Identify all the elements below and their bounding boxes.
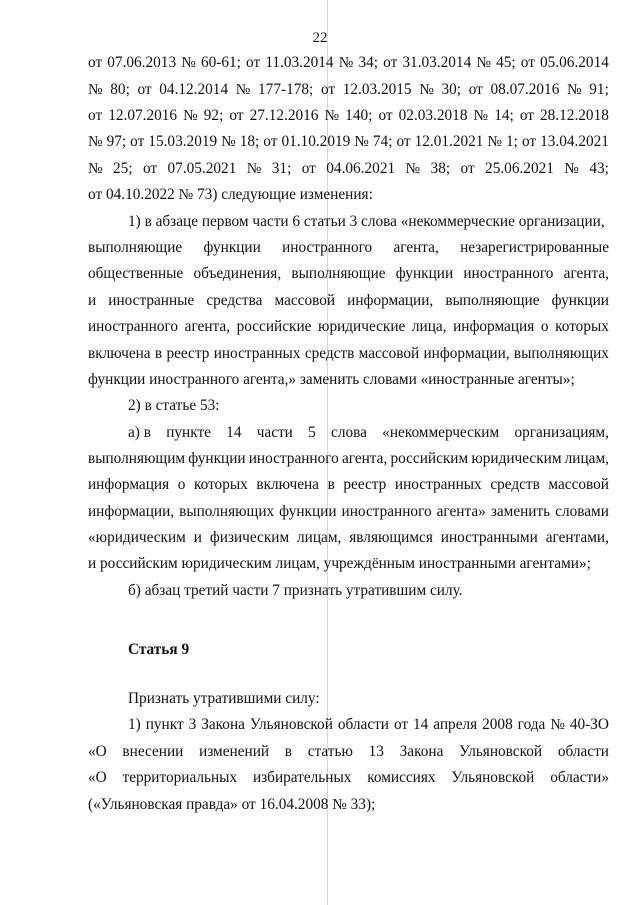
word: № — [221, 133, 236, 150]
word: № — [567, 81, 582, 98]
text-line: от 04.10.2022 № 73) следующие изменения: — [88, 186, 373, 203]
word: лица, — [411, 318, 447, 335]
word: реестр — [166, 345, 210, 362]
word: от — [320, 81, 336, 98]
word: о — [177, 476, 186, 493]
word: 13.04.2021 — [540, 133, 609, 150]
word: функции — [551, 292, 609, 309]
word: и — [193, 529, 202, 546]
word: от — [137, 81, 152, 98]
word: информации, — [88, 503, 175, 520]
word: информация — [88, 476, 170, 493]
word: в — [327, 476, 335, 493]
word: 15.03.2019 — [148, 133, 218, 150]
word: лицам, — [297, 529, 342, 546]
text-line — [88, 132, 609, 152]
word: избирательных — [252, 769, 352, 786]
text-line — [88, 264, 609, 284]
word: агента, — [184, 318, 230, 335]
word: которых — [555, 318, 609, 335]
word: № — [419, 81, 434, 98]
word: от — [383, 54, 398, 71]
word: иностранные — [108, 292, 195, 309]
word: 1) — [128, 716, 141, 733]
word: от — [378, 107, 393, 124]
word: агента» — [436, 503, 486, 520]
word: № — [324, 107, 340, 124]
word: реестр — [343, 476, 387, 493]
word: 07.06.2013 — [107, 54, 177, 71]
word: массовой — [358, 345, 420, 362]
word: № — [235, 81, 251, 98]
text-line — [88, 291, 609, 311]
text-line: функции иностранного агента,» заменить словами «иностранные агенты»; — [88, 371, 575, 388]
word: 04.06.2021 — [326, 160, 396, 177]
text-line: («Ульяновская правда» от 16.04.2008 № 33); — [88, 796, 376, 813]
word: 12.07.2016 — [108, 107, 178, 124]
word: от — [263, 133, 278, 150]
word: 1; — [506, 133, 518, 150]
text-line — [88, 475, 609, 495]
word: заменить — [490, 503, 551, 520]
word: Закона — [201, 716, 245, 733]
word: от — [521, 133, 537, 150]
word: 45; — [496, 54, 516, 71]
word: Ульяновской — [459, 743, 543, 760]
word: иностранного — [88, 318, 179, 335]
word: 2008 — [482, 716, 513, 733]
word: 08.07.2016 — [490, 81, 560, 98]
word: от — [88, 107, 103, 124]
text-line — [88, 528, 609, 548]
word: № — [354, 133, 369, 150]
word: от — [229, 107, 244, 124]
word: выполняющих — [179, 503, 275, 520]
text-line — [88, 317, 609, 337]
word: № — [550, 716, 565, 733]
word: пункт — [145, 716, 184, 733]
word: Ульяновской — [249, 716, 333, 733]
word: Закона — [399, 743, 444, 760]
word: от — [142, 160, 158, 177]
word: от — [88, 54, 103, 71]
list-item: б) абзац третий части 7 признать утратившим силу. — [128, 582, 463, 599]
word: выполняющих — [513, 345, 609, 362]
word: статью — [307, 743, 353, 760]
word: 80; — [110, 81, 130, 98]
word: «некоммерческим — [382, 424, 500, 441]
word: «О — [88, 743, 107, 760]
word: агентами, — [545, 529, 609, 546]
word: комиссиях — [367, 769, 436, 786]
text-line — [88, 159, 609, 179]
word: 31; — [271, 160, 292, 177]
word: юридические — [318, 318, 406, 335]
word: функции — [203, 239, 261, 256]
word: от — [393, 716, 409, 733]
word: области» — [550, 769, 609, 786]
word: российским — [390, 450, 469, 467]
section-heading: Статья 9 — [128, 641, 190, 658]
word: 18; — [239, 133, 260, 150]
text-line — [88, 768, 609, 788]
word: незарегистрированные — [460, 239, 609, 256]
word: № — [246, 160, 262, 177]
word: 14; — [494, 107, 514, 124]
word: функции — [279, 503, 337, 520]
word: являющимся — [349, 529, 433, 546]
word: иностранными — [440, 529, 538, 546]
text-line — [88, 344, 609, 364]
word: 14 — [413, 716, 429, 733]
word: агента, — [393, 239, 439, 256]
word: № — [88, 133, 103, 150]
word: от — [519, 107, 534, 124]
word: 3 — [188, 716, 197, 733]
word: включена — [88, 345, 151, 362]
word: в — [154, 345, 163, 362]
word: № — [473, 107, 489, 124]
text-line — [88, 742, 609, 762]
word: 91; — [589, 81, 609, 98]
word: области — [557, 743, 609, 760]
word: пункте — [166, 424, 211, 441]
word: части — [256, 424, 293, 441]
list-item — [128, 423, 609, 443]
word: функции — [188, 450, 246, 467]
text-line — [88, 53, 609, 73]
word: в — [284, 743, 293, 760]
text-line — [88, 106, 609, 126]
word: выполняющие — [291, 265, 386, 282]
list-item — [128, 715, 609, 735]
word: информации, — [347, 292, 434, 309]
word: словами — [555, 503, 609, 520]
word: от — [468, 81, 483, 98]
word: которых — [193, 476, 248, 493]
word: Ульяновской — [451, 769, 535, 786]
word: иностранного — [341, 503, 432, 520]
word: и — [88, 292, 97, 309]
word: 14 — [226, 424, 242, 441]
word: агента, — [563, 265, 609, 282]
word: внесении — [122, 743, 184, 760]
list-item: 2) в статье 53: — [128, 397, 220, 414]
word: выполняющие — [88, 239, 183, 256]
word: № — [183, 107, 198, 124]
word: иностранных — [394, 476, 482, 493]
word: 01.10.2019 — [281, 133, 351, 150]
word: № — [487, 133, 503, 150]
text-line — [88, 80, 609, 100]
word: 74; — [372, 133, 393, 150]
word: общественные — [88, 265, 184, 282]
word: о — [540, 318, 549, 335]
text-line — [88, 238, 609, 258]
word: № — [181, 54, 196, 71]
word: № — [338, 54, 354, 71]
word: 27.12.2016 — [249, 107, 319, 124]
word: года — [517, 716, 546, 733]
word: средств — [304, 345, 355, 362]
word: российские — [236, 318, 312, 335]
word: агента, — [341, 450, 388, 467]
word: территориальных — [122, 769, 238, 786]
word: области — [337, 716, 389, 733]
word: иностранных — [213, 345, 301, 362]
word: 13 — [368, 743, 384, 760]
word: от — [396, 133, 411, 150]
word: № — [88, 160, 103, 177]
word: «О — [88, 769, 107, 786]
text-line — [88, 502, 609, 522]
word: иностранного — [282, 239, 373, 256]
word: № — [405, 160, 421, 177]
text-line: Признать утратившими силу: — [128, 690, 320, 707]
word: организациям, — [514, 424, 609, 441]
word: 02.03.2018 — [398, 107, 468, 124]
word: 60-61; — [200, 54, 241, 71]
word: от — [301, 160, 316, 177]
word: от — [520, 54, 535, 71]
word: юридическим — [471, 450, 562, 467]
word: 40-ЗО — [569, 716, 609, 733]
word: «юридическим — [88, 529, 186, 546]
word: 12.03.2015 — [342, 81, 412, 98]
word: № — [476, 54, 491, 71]
word: средств — [490, 476, 540, 493]
word: 97; — [106, 133, 127, 150]
word: 12.01.2021 — [414, 133, 484, 150]
word: от — [130, 133, 145, 150]
word: лицам, — [564, 450, 609, 467]
word: включена — [256, 476, 319, 493]
word: информация — [453, 318, 535, 335]
word: 38; — [430, 160, 451, 177]
word: информации, — [423, 345, 510, 362]
word: 07.05.2021 — [167, 160, 237, 177]
word: 25.06.2021 — [485, 160, 554, 177]
word: 04.12.2014 — [159, 81, 229, 98]
word: 30; — [441, 81, 462, 98]
word: выполняющим — [88, 450, 186, 467]
word: апреля — [433, 716, 478, 733]
page-number: 22 — [312, 30, 328, 46]
word: средства — [206, 292, 263, 309]
word: 34; — [358, 54, 378, 71]
word: 25; — [113, 160, 133, 177]
word: иностранного — [463, 265, 554, 282]
word: массовой — [274, 292, 336, 309]
word: 177-178; — [258, 81, 314, 98]
word: 05.06.2014 — [540, 54, 609, 71]
word: 140; — [345, 107, 373, 124]
word: 31.03.2014 — [402, 54, 472, 71]
word: от — [246, 54, 261, 71]
word: выполняющие — [445, 292, 540, 309]
word: объединения, — [193, 265, 282, 282]
word: изменений — [199, 743, 270, 760]
word: слова — [331, 424, 367, 441]
word: иностранного — [248, 450, 339, 467]
word: а) в — [128, 424, 151, 441]
word: 43; — [589, 160, 609, 177]
word: физическим — [209, 529, 290, 546]
word: от — [460, 160, 475, 177]
word: № — [88, 81, 103, 98]
word: 28.12.2018 — [540, 107, 609, 124]
word: массовой — [548, 476, 609, 493]
list-item: 1) в абзаце первом части 6 статьи 3 слова «некоммерческие организации, — [128, 213, 605, 230]
word: 11.03.2014 — [265, 54, 334, 71]
word: 5 — [308, 424, 316, 441]
word: 92; — [203, 107, 224, 124]
text-line: и российским юридическим лицам, учреждённым иностранными агентами»; — [88, 555, 591, 572]
word: № — [564, 160, 579, 177]
word: функции — [395, 265, 454, 282]
text-line — [88, 449, 609, 469]
